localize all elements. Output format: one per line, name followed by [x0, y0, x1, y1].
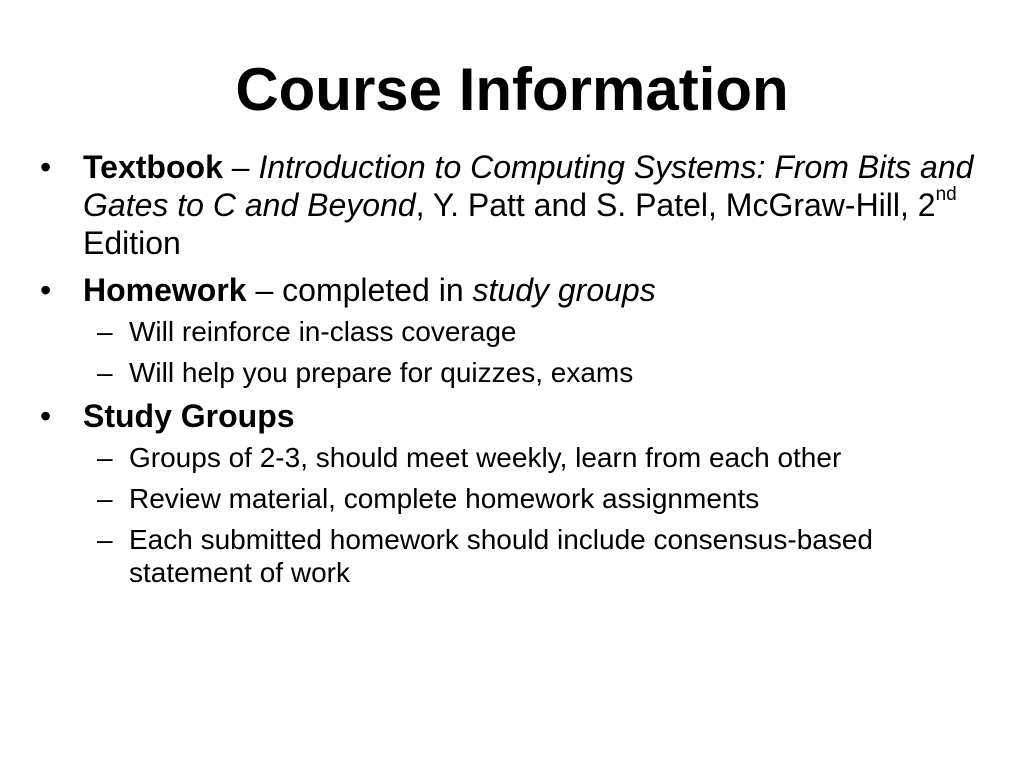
study-groups-label: Study Groups — [83, 398, 295, 434]
dash-icon: – — [97, 483, 113, 514]
edition-superscript: nd — [935, 184, 957, 206]
textbook-separator: – — [222, 149, 259, 185]
textbook-detail: , Y. Patt and S. Patel, McGraw-Hill, 2 — [415, 187, 936, 223]
textbook-edition: Edition — [83, 225, 181, 261]
bullet-homework — [40, 271, 990, 309]
homework-text: completed in — [282, 272, 473, 308]
homework-separator: – — [246, 272, 283, 308]
bullet-icon: • — [40, 398, 52, 434]
slide-title: Course Information — [235, 56, 789, 123]
dash-icon: – — [97, 524, 113, 555]
bullet-study-groups — [40, 397, 990, 435]
bullet-icon: • — [40, 149, 52, 185]
homework-label: Homework — [83, 272, 247, 308]
slide-content — [40, 148, 990, 597]
bullet-textbook — [40, 148, 990, 262]
dash-icon: – — [97, 357, 113, 388]
dash-icon: – — [97, 442, 113, 473]
subitem-text: Will help you prepare for quizzes, exams — [129, 357, 634, 388]
subitem-text: Review material, complete homework assignments — [129, 483, 760, 514]
textbook-title: Introduction to Computing Systems: From Bits and Gates to C and Beyond — [83, 149, 974, 223]
homework-subitems — [40, 315, 990, 389]
dash-icon: – — [97, 316, 113, 347]
list-item — [40, 315, 990, 348]
textbook-label: Textbook — [83, 149, 223, 185]
list-item — [40, 482, 990, 515]
subitem-text: Groups of 2-3, should meet weekly, learn from each other — [129, 442, 842, 473]
list-item — [40, 441, 990, 474]
bullet-icon: • — [40, 272, 52, 308]
study-groups-subitems — [40, 441, 990, 589]
list-item — [40, 356, 990, 389]
subitem-text: Each submitted homework should include consensus-based statement of work — [129, 524, 873, 588]
subitem-text: Will reinforce in-class coverage — [129, 316, 517, 347]
homework-emphasis: study groups — [472, 272, 656, 308]
list-item — [40, 523, 990, 589]
